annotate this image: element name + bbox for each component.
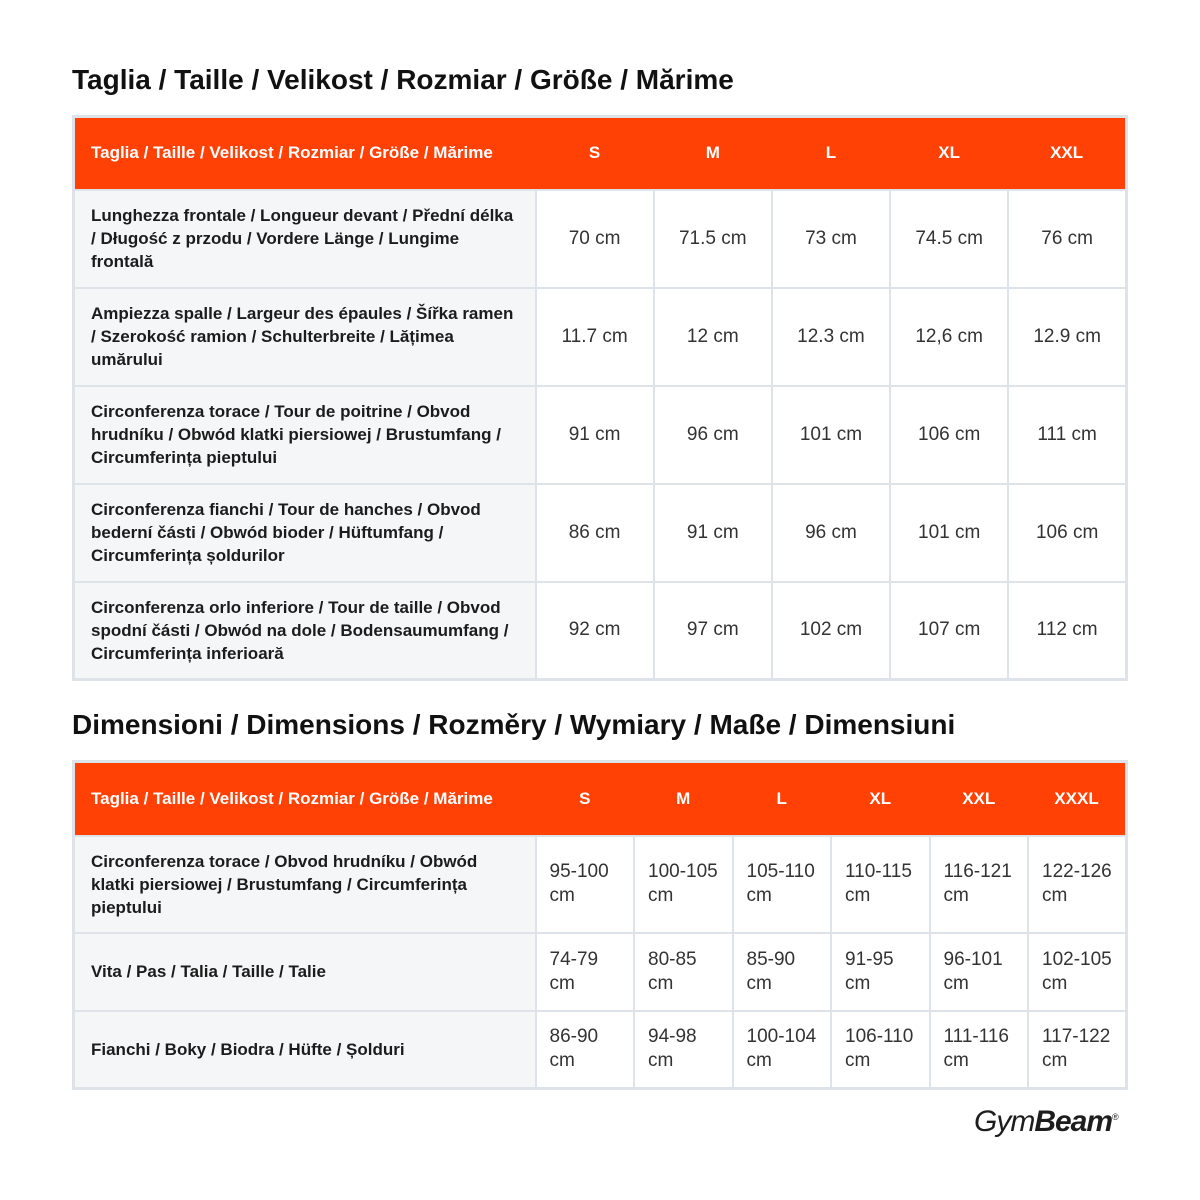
table-cell: 96 cm [772, 484, 890, 582]
table-cell: 86-90 cm [536, 1011, 635, 1089]
row-label: Circonferenza fianchi / Tour de hanches / Obvod bederní části / Obwód bioder / Hüftumfang / Circumferința șoldurilor [74, 484, 536, 582]
table-row [74, 386, 1127, 484]
table-cell: 111-116 cm [930, 1011, 1029, 1089]
table-cell: 71.5 cm [654, 190, 772, 288]
table-cell: 97 cm [654, 582, 772, 680]
table-cell: 12,6 cm [890, 288, 1008, 386]
header-size-m: M [654, 117, 772, 190]
table-row [74, 484, 1127, 582]
table-cell: 91 cm [536, 386, 654, 484]
table-cell: 96-101 cm [930, 933, 1029, 1011]
table-cell: 86 cm [536, 484, 654, 582]
header-size-xxl: XXL [930, 762, 1029, 836]
row-label: Circonferenza orlo inferiore / Tour de taille / Obvod spodní části / Obwód na dole / Bodensaumumfang / Circumferința inferioară [74, 582, 536, 680]
table-row [74, 1011, 1127, 1089]
size-chart-table [72, 115, 1128, 681]
row-label: Lunghezza frontale / Longueur devant / Přední délka / Długość z przodu / Vordere Länge / Lungime frontală [74, 190, 536, 288]
table-cell: 110-115 cm [831, 836, 930, 933]
table-cell: 11.7 cm [536, 288, 654, 386]
table-cell: 101 cm [772, 386, 890, 484]
table-row [74, 288, 1127, 386]
row-label: Vita / Pas / Talia / Taille / Talie [74, 933, 536, 1011]
dimensions-table [72, 760, 1128, 1090]
header-size-label: Taglia / Taille / Velikost / Rozmiar / Größe / Mărime [74, 762, 536, 836]
logo-text-beam: Beam [1034, 1105, 1113, 1138]
table-cell: 117-122 cm [1028, 1011, 1127, 1089]
header-size-xxl: XXL [1008, 117, 1126, 190]
header-size-s: S [536, 762, 635, 836]
table-header-row [74, 762, 1127, 836]
table-cell: 107 cm [890, 582, 1008, 680]
header-size-xl: XL [890, 117, 1008, 190]
table-cell: 116-121 cm [930, 836, 1029, 933]
table-cell: 122-126 cm [1028, 836, 1127, 933]
table-cell: 73 cm [772, 190, 890, 288]
table-cell: 106-110 cm [831, 1011, 930, 1089]
table-cell: 102-105 cm [1028, 933, 1127, 1011]
gymbeam-logo [974, 1105, 1128, 1141]
table-cell: 100-104 cm [733, 1011, 832, 1089]
table-cell: 100-105 cm [634, 836, 733, 933]
table-cell: 106 cm [890, 386, 1008, 484]
row-label: Circonferenza torace / Tour de poitrine / Obvod hrudníku / Obwód klatki piersiowej / Brustumfang / Circumferința pieptului [74, 386, 536, 484]
table-cell: 12.9 cm [1008, 288, 1126, 386]
header-size-label: Taglia / Taille / Velikost / Rozmiar / Größe / Mărime [74, 117, 536, 190]
table-cell: 92 cm [536, 582, 654, 680]
table-cell: 76 cm [1008, 190, 1126, 288]
table-row [74, 933, 1127, 1011]
table-cell: 105-110 cm [733, 836, 832, 933]
row-label: Circonferenza torace / Obvod hrudníku / Obwód klatki piersiowej / Brustumfang / Circumferința pieptului [74, 836, 536, 933]
table-cell: 112 cm [1008, 582, 1126, 680]
header-size-xxxl: XXXL [1028, 762, 1127, 836]
table-cell: 91-95 cm [831, 933, 930, 1011]
table-cell: 111 cm [1008, 386, 1126, 484]
table-cell: 12 cm [654, 288, 772, 386]
table-cell: 70 cm [536, 190, 654, 288]
table-cell: 74-79 cm [536, 933, 635, 1011]
header-size-s: S [536, 117, 654, 190]
header-size-l: L [772, 117, 890, 190]
table-cell: 80-85 cm [634, 933, 733, 1011]
table-cell: 95-100 cm [536, 836, 635, 933]
logo-text-gym: Gym [974, 1105, 1035, 1138]
table-cell: 74.5 cm [890, 190, 1008, 288]
row-label: Ampiezza spalle / Largeur des épaules / Šířka ramen / Szerokość ramion / Schulterbreite / Lățimea umărului [74, 288, 536, 386]
table-cell: 102 cm [772, 582, 890, 680]
table-cell: 91 cm [654, 484, 772, 582]
registered-mark: ® [1112, 1112, 1119, 1122]
table-cell: 12.3 cm [772, 288, 890, 386]
table-cell: 101 cm [890, 484, 1008, 582]
table-cell: 106 cm [1008, 484, 1126, 582]
table-row [74, 836, 1127, 933]
table-header-row [74, 117, 1127, 190]
header-size-m: M [634, 762, 733, 836]
dimensions-title: Dimensioni / Dimensions / Rozměry / Wymiary / Maße / Dimensiuni [72, 709, 956, 740]
size-chart-title: Taglia / Taille / Velikost / Rozmiar / Größe / Mărime [72, 64, 734, 95]
table-cell: 94-98 cm [634, 1011, 733, 1089]
header-size-xl: XL [831, 762, 930, 836]
header-size-l: L [733, 762, 832, 836]
table-cell: 96 cm [654, 386, 772, 484]
table-cell: 85-90 cm [733, 933, 832, 1011]
table-row [74, 190, 1127, 288]
row-label: Fianchi / Boky / Biodra / Hüfte / Șolduri [74, 1011, 536, 1089]
table-row [74, 582, 1127, 680]
